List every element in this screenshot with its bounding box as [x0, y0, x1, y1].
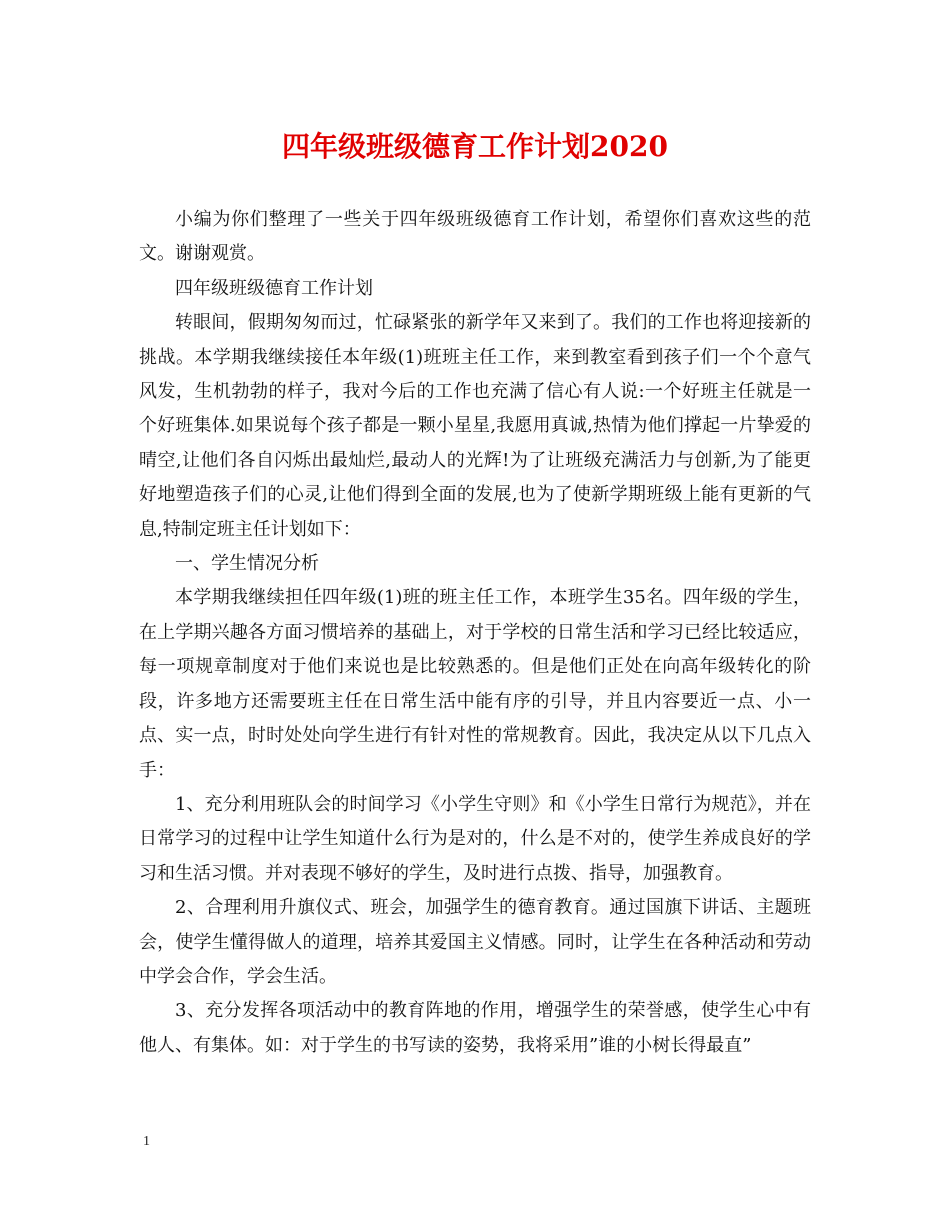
- body-paragraph: 本学期我继续担任四年级(1)班的班主任工作，本班学生35名。四年级的学生，在上学期兴趣各方面习惯培养的基础上，对于学校的日常生活和学习已经比较适应，每一项规章制度对于他们来说也是比较熟悉的。但是他们正处在向高年级转化的阶段，许多地方还需要班主任在日常生活中能有序的引导，并且内容要近一点、小一点、实一点，时时处处向学生进行有针对性的常规教育。因此，我决定从以下几点入手：: [139, 587, 811, 781]
- subtitle-paragraph: 四年级班级德育工作计划: [175, 277, 373, 299]
- body-paragraph: 转眼间，假期匆匆而过，忙碌紧张的新学年又来到了。我们的工作也将迎接新的挑战。本学期我继续接任本年级(1)班班主任工作，来到教室看到孩子们一个个意气风发，生机勃勃的样子，我对今后的工作也充满了信心有人说:一个好班主任就是一个好班集体.如果说每个孩子都是一颗小星星,我愿用真诚,热情为他们撑起一片挚爱的晴空,让他们各自闪烁出最灿烂,最动人的光辉!为了让班级充满活力与创新,为了能更好地塑造孩子们的心灵,让他们得到全面的发展,也为了使新学期班级上能有更新的气息,特制定班主任计划如下：: [139, 312, 811, 540]
- section-heading: 一、学生情况分析: [175, 553, 319, 575]
- intro-paragraph: 小编为你们整理了一些关于四年级班级德育工作计划，希望你们喜欢这些的范文。谢谢观赏。: [139, 209, 811, 265]
- list-item-3: 3、充分发挥各项活动中的教育阵地的作用，增强学生的荣誉感，使学生心中有他人、有集体。如：对于学生的书写读的姿势，我将采用”谁的小树长得最直”: [139, 1000, 811, 1056]
- document-title: 四年级班级德育工作计划2020: [282, 130, 668, 163]
- list-item-2: 2、合理利用升旗仪式、班会，加强学生的德育教育。通过国旗下讲话、主题班会，使学生懂得做人的道理，培养其爱国主义情感。同时，让学生在各种活动和劳动中学会合作，学会生活。: [139, 897, 811, 987]
- list-item-1: 1、充分利用班队会的时间学习《小学生守则》和《小学生日常行为规范》，并在日常学习的过程中让学生知道什么行为是对的，什么是不对的，使学生养成良好的学习和生活习惯。并对表现不够好的学生，及时进行点拨、指导，加强教育。: [139, 793, 811, 884]
- page-number: 1: [143, 1134, 150, 1149]
- document-body: [139, 203, 811, 1063]
